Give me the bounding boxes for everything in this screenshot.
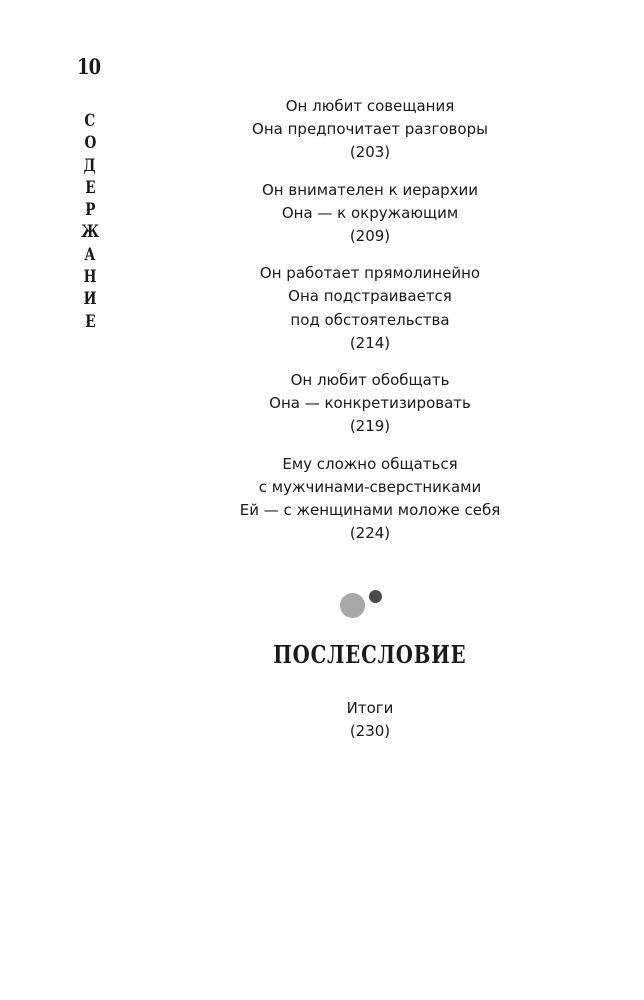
toc-entry-line: Она подстраивается bbox=[288, 287, 452, 306]
side-title-letter: С bbox=[84, 111, 96, 131]
side-title-letter: Е bbox=[84, 177, 96, 198]
toc-entry-line: Он любит обобщать bbox=[290, 371, 450, 390]
toc-entry[interactable] bbox=[180, 453, 560, 546]
toc-entry[interactable] bbox=[180, 179, 560, 249]
side-title-letter: Н bbox=[83, 267, 97, 288]
toc-entry-afterword[interactable] bbox=[180, 697, 560, 743]
side-title-letter: Д bbox=[83, 155, 97, 176]
toc-entry[interactable] bbox=[180, 95, 560, 165]
toc-entry-page: (203) bbox=[349, 143, 391, 162]
toc-entry-line: Она — конкретизировать bbox=[269, 394, 471, 413]
section-divider-ornament bbox=[340, 590, 386, 620]
toc-entry-line: с мужчинами-сверстниками bbox=[258, 477, 482, 496]
toc-entry-line: Она — к окружающим bbox=[281, 203, 459, 222]
side-title-letter: А bbox=[84, 244, 96, 265]
toc-entry-page: (230) bbox=[349, 722, 391, 741]
toc-entry-line: Он любит совещания bbox=[285, 97, 455, 115]
ornament-small-circle-icon bbox=[369, 590, 382, 603]
ornament-large-circle-icon bbox=[340, 593, 365, 618]
toc-entry-line: Итоги bbox=[346, 699, 394, 717]
toc-entry-line: Ему сложно общаться bbox=[282, 454, 458, 473]
toc-entry-page: (219) bbox=[349, 417, 391, 436]
toc-entry[interactable] bbox=[180, 262, 560, 355]
side-title-letter: И bbox=[83, 289, 97, 310]
toc-entry[interactable] bbox=[180, 369, 560, 439]
side-title-letter: О bbox=[84, 133, 96, 154]
side-title-letter: Е bbox=[84, 311, 96, 332]
side-title-letter: Ж bbox=[81, 222, 99, 243]
toc-entry-line: Она предпочитает разговоры bbox=[252, 120, 488, 139]
table-of-contents bbox=[180, 95, 560, 559]
toc-entry-line: Ей — с женщинами моложе себя bbox=[239, 501, 501, 520]
side-title-vertical bbox=[80, 110, 100, 333]
side-title-letter: Р bbox=[84, 200, 96, 221]
toc-entry-line: под обстоятельства bbox=[290, 310, 450, 329]
section-heading-text: ПОСЛЕСЛОВИЕ bbox=[273, 640, 467, 669]
page-number: 10 bbox=[77, 54, 101, 79]
section-heading bbox=[180, 640, 560, 669]
toc-entry-page: (214) bbox=[349, 333, 391, 352]
toc-entry-line: Он работает прямолинейно bbox=[259, 264, 481, 283]
toc-entry-line: Он внимателен к иерархии bbox=[261, 180, 479, 199]
toc-entry-page: (224) bbox=[349, 524, 391, 543]
toc-entry-page: (209) bbox=[349, 227, 391, 246]
